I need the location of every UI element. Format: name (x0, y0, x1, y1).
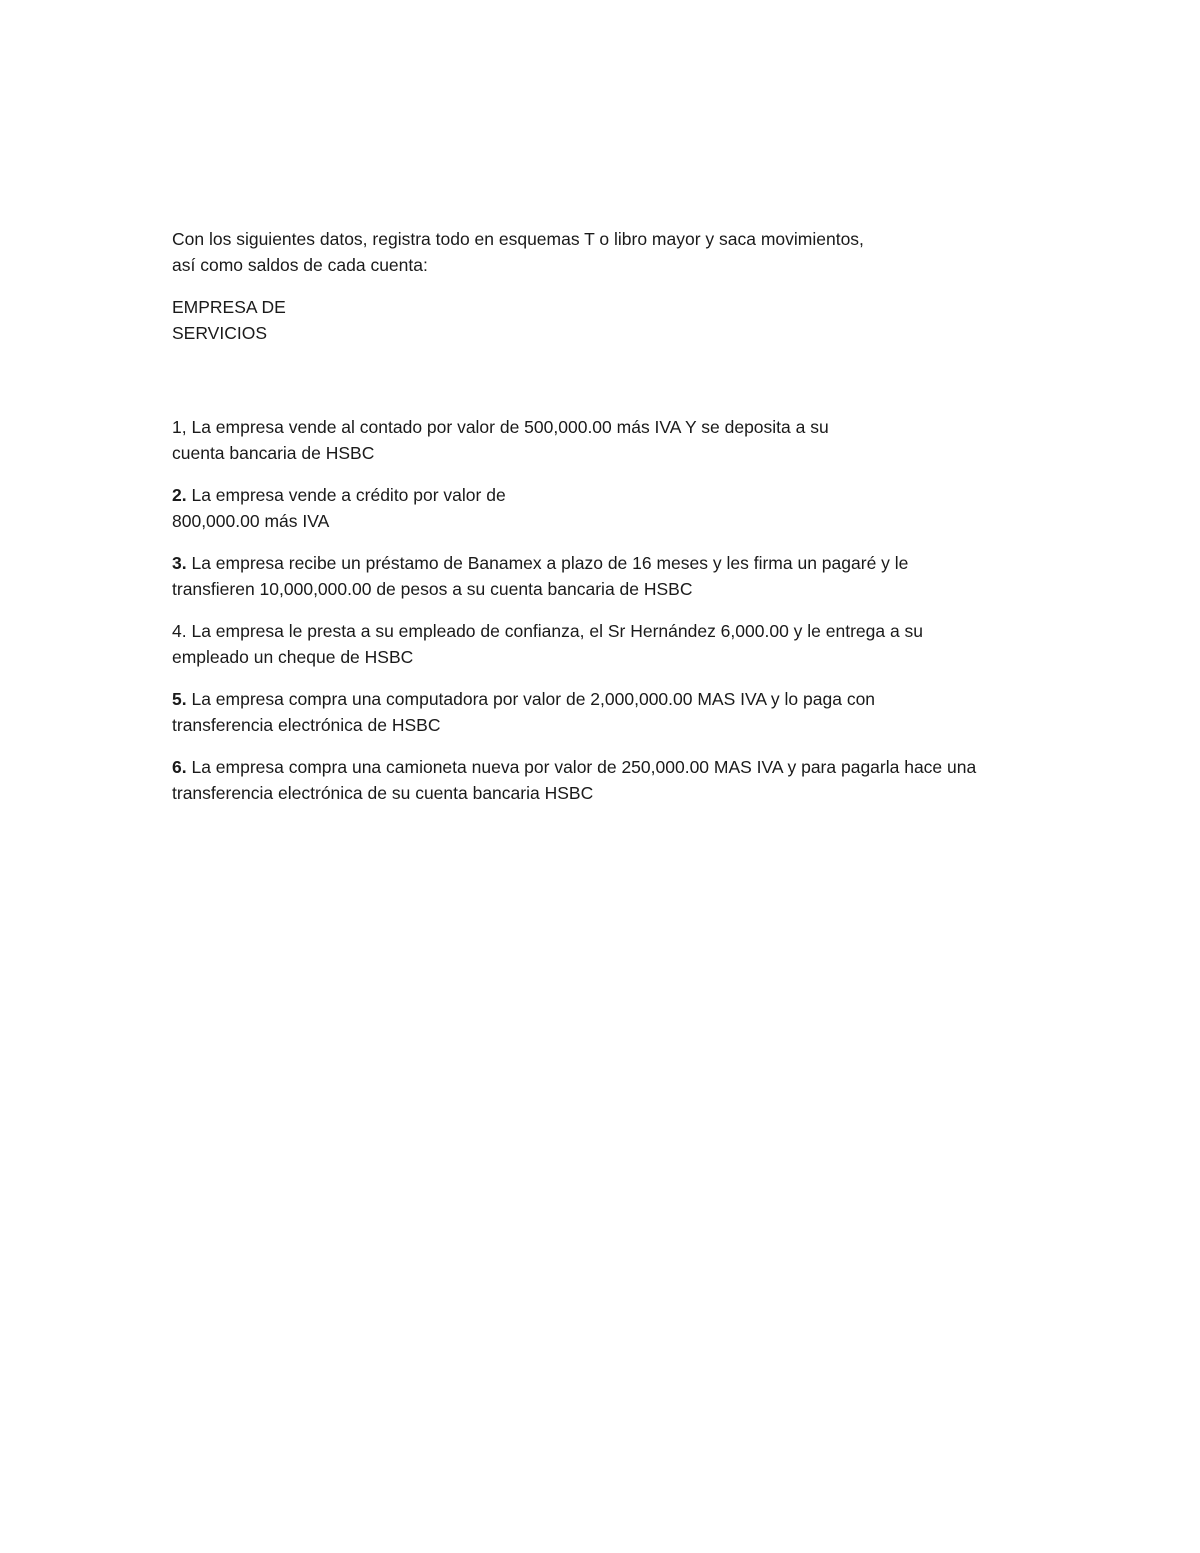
document-body (172, 226, 1072, 822)
transaction-number: 4. (172, 621, 187, 641)
instructions-line: Con los siguientes datos, registra todo en esquemas T o libro mayor y saca movimientos, (172, 229, 864, 249)
transaction-line (172, 686, 1072, 712)
transaction-line (172, 414, 1072, 440)
transaction-line: transferencia electrónica de su cuenta bancaria HSBC (172, 783, 594, 803)
transaction-text: La empresa compra una computadora por valor de 2,000,000.00 MAS IVA y lo paga con (186, 689, 876, 709)
transaction-item-6 (172, 754, 1072, 806)
transaction-item-5 (172, 686, 1072, 738)
transaction-line (172, 618, 1072, 644)
transaction-number: 2. (172, 485, 187, 505)
transaction-item-1 (172, 414, 1072, 466)
transaction-line: transfieren 10,000,000.00 de pesos a su cuenta bancaria de HSBC (172, 579, 693, 599)
instructions-paragraph (172, 226, 1072, 278)
transaction-number: 6. (172, 757, 187, 777)
transaction-text: La empresa vende a crédito por valor de (186, 485, 506, 505)
transaction-item-2 (172, 482, 1072, 534)
company-heading-line: EMPRESA DE (172, 297, 286, 317)
transaction-line (172, 754, 1072, 780)
transaction-number: 3. (172, 553, 187, 573)
transaction-number: 1, (172, 417, 187, 437)
transaction-text: La empresa le presta a su empleado de confianza, el Sr Hernández 6,000.00 y le entrega a su (186, 621, 924, 641)
transaction-text: La empresa vende al contado por valor de 500,000.00 más IVA Y se deposita a su (186, 417, 829, 437)
transaction-line: cuenta bancaria de HSBC (172, 443, 375, 463)
company-heading-line: SERVICIOS (172, 323, 267, 343)
transaction-line: empleado un cheque de HSBC (172, 647, 414, 667)
transaction-line (172, 482, 1072, 508)
transaction-line (172, 550, 1072, 576)
transaction-item-3 (172, 550, 1072, 602)
transaction-line: transferencia electrónica de HSBC (172, 715, 441, 735)
company-heading (172, 294, 1072, 346)
transaction-text: La empresa recibe un préstamo de Banamex a plazo de 16 meses y les firma un pagaré y le (186, 553, 909, 573)
transaction-text: La empresa compra una camioneta nueva por valor de 250,000.00 MAS IVA y para pagarla hace una (186, 757, 977, 777)
instructions-line: así como saldos de cada cuenta: (172, 255, 428, 275)
transaction-line: 800,000.00 más IVA (172, 511, 330, 531)
transaction-number: 5. (172, 689, 187, 709)
transaction-item-4 (172, 618, 1072, 670)
